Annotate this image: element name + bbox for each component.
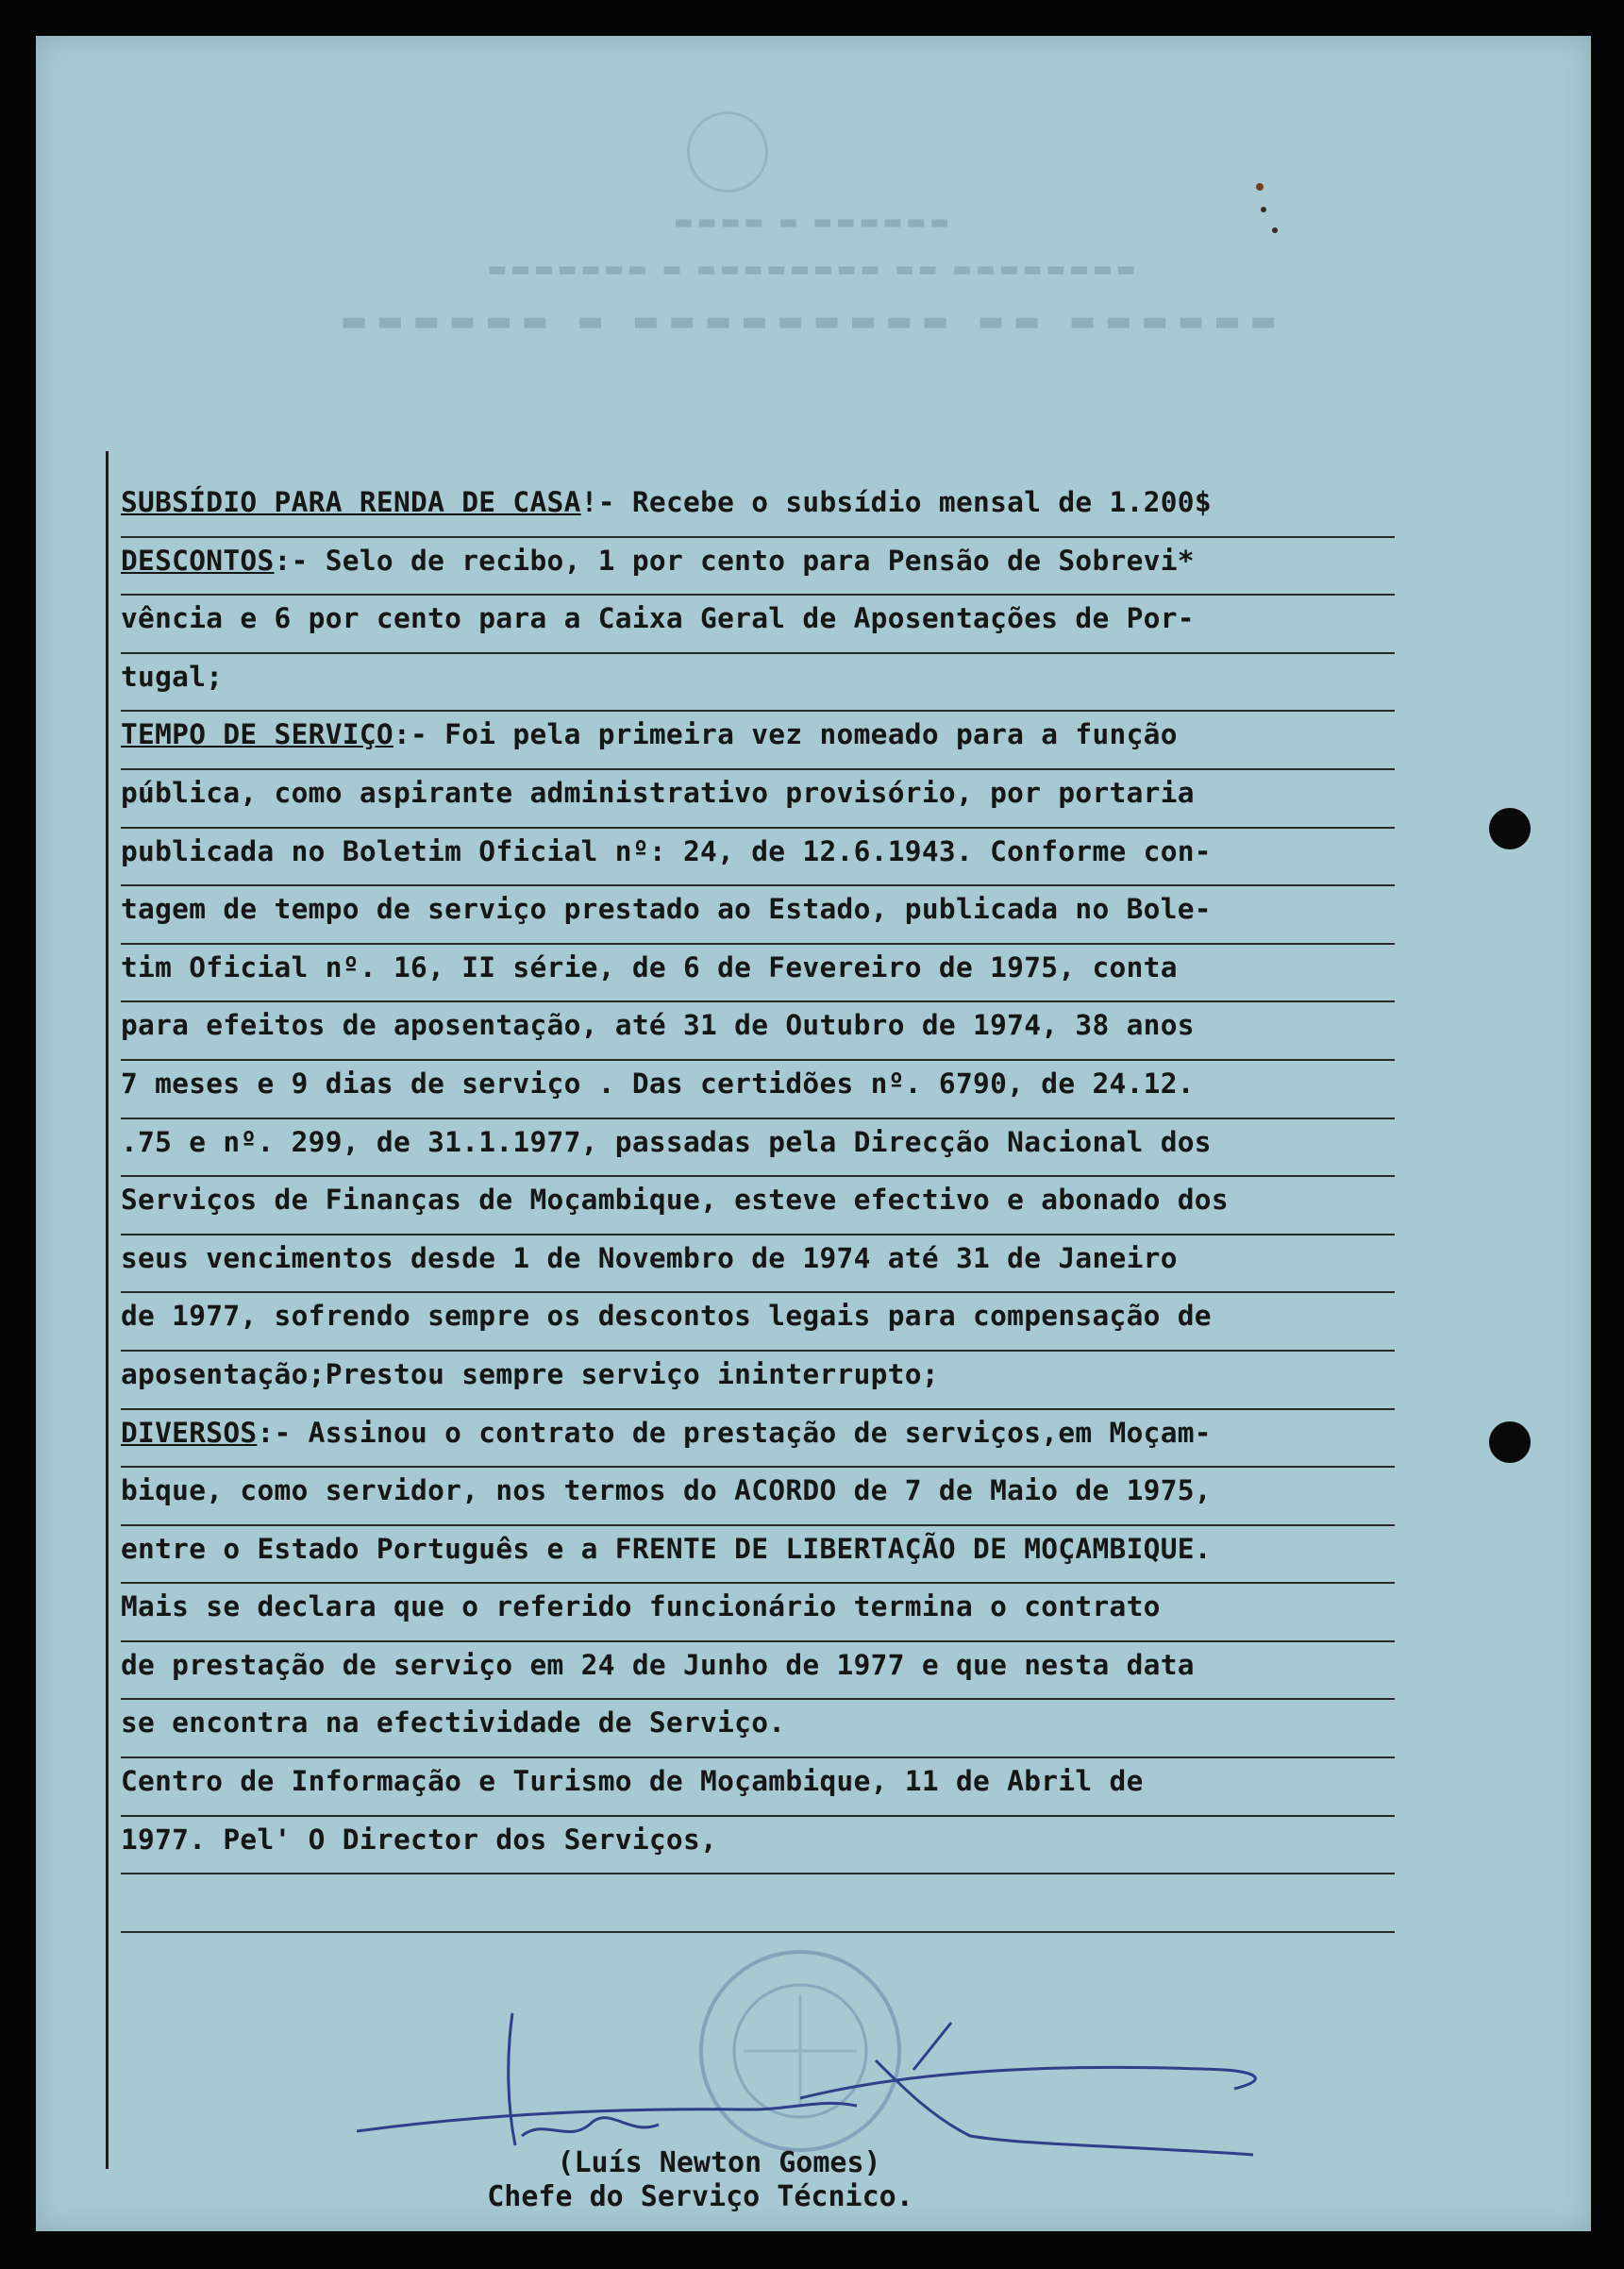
document-line: [121, 1758, 1395, 1817]
document-line: [121, 1642, 1395, 1701]
document-line: [121, 1119, 1395, 1178]
punch-hole: [1489, 808, 1531, 849]
document-line: [121, 1526, 1395, 1585]
document-line: [121, 538, 1395, 597]
section-heading: DIVERSOS: [121, 1416, 258, 1449]
line-text: :- Selo de recibo, 1 por cento para Pensão de Sobrevi*: [274, 544, 1195, 577]
signatory-title: Chefe do Serviço Técnico.: [487, 2180, 913, 2213]
line-text: pública, como aspirante administrativo provisório, por portaria: [121, 776, 1195, 809]
document-line: [121, 1177, 1395, 1235]
show-through-letterhead-line: ▬▬▬▬▬▬▬ ▬ ▬▬▬▬▬▬▬▬ ▬▬ ▬▬▬▬▬▬▬▬: [487, 258, 1140, 281]
document-line: [121, 1410, 1395, 1469]
margin-mark: [1248, 177, 1286, 244]
line-text: Centro de Informação e Turismo de Moçambique, 11 de Abril de: [121, 1765, 1144, 1798]
document-line: [121, 1235, 1395, 1294]
document-line: [121, 886, 1395, 945]
line-text: se encontra na efectividade de Serviço.: [121, 1706, 786, 1740]
line-text: :- Assinou o contrato de prestação de serviços,em Moçam-: [257, 1416, 1212, 1449]
show-through-seal: [687, 111, 768, 193]
document-line: [121, 1468, 1395, 1526]
signatory-name: (Luís Newton Gomes): [557, 2146, 881, 2179]
margin-rule: [106, 451, 109, 2169]
line-text: publicada no Boletim Oficial nº: 24, de 12.6.1943. Conforme con-: [121, 834, 1212, 867]
document-line: [121, 1874, 1395, 1933]
section-heading: TEMPO DE SERVIÇO: [121, 718, 393, 751]
punch-hole: [1489, 1421, 1531, 1463]
document-line: [121, 1584, 1395, 1642]
line-text: tugal;: [121, 660, 224, 693]
document-line: [121, 770, 1395, 829]
line-text: Mais se declara que o referido funcionário termina o contrato: [121, 1590, 1161, 1623]
line-text: .75 e nº. 299, de 31.1.1977, passadas pela Direcção Nacional dos: [121, 1125, 1212, 1158]
line-text: 7 meses e 9 dias de serviço . Das certidões nº. 6790, de 24.12.: [121, 1067, 1195, 1100]
document-line: [121, 1002, 1395, 1061]
section-heading: SUBSÍDIO PARA RENDA DE CASA: [121, 486, 581, 518]
signature-block: [36, 2146, 1591, 2214]
document-line: [121, 1061, 1395, 1119]
line-text: 1977. Pel' O Director dos Serviços,: [121, 1823, 718, 1856]
handwritten-signature: [347, 2004, 1310, 2164]
line-text: aposentação;Prestou sempre serviço ininterrupto;: [121, 1357, 939, 1390]
line-text: de 1977, sofrendo sempre os descontos legais para compensação de: [121, 1300, 1212, 1333]
line-text: :- Foi pela primeira vez nomeado para a função: [393, 718, 1178, 751]
section-heading: DESCONTOS: [121, 544, 275, 577]
document-line: [121, 1352, 1395, 1410]
line-text: Serviços de Finanças de Moçambique, esteve efectivo e abonado dos: [121, 1184, 1229, 1217]
line-text: para efeitos de aposentação, até 31 de Outubro de 1974, 38 anos: [121, 1009, 1195, 1042]
document-line: [121, 1700, 1395, 1758]
show-through-letterhead-line: ▬▬▬▬ ▬ ▬▬▬▬▬▬: [674, 210, 953, 234]
line-text: vência e 6 por cento para a Caixa Geral de Aposentações de Por-: [121, 602, 1195, 635]
line-text: seus vencimentos desde 1 de Novembro de 1974 até 31 de Janeiro: [121, 1241, 1178, 1274]
line-text: de prestação de serviço em 24 de Junho de 1977 e que nesta data: [121, 1648, 1195, 1681]
document-line: [121, 829, 1395, 887]
document-line: [121, 654, 1395, 713]
line-text: !- Recebe o subsídio mensal de 1.200$: [580, 486, 1212, 518]
line-text: entre o Estado Português e a FRENTE DE LIBERTAÇÃO DE MOÇAMBIQUE.: [121, 1532, 1212, 1565]
document-line: [121, 945, 1395, 1003]
document-line: [121, 1293, 1395, 1352]
document-line: [121, 479, 1395, 538]
line-text: tim Oficial nº. 16, II série, de 6 de Fevereiro de 1975, conta: [121, 950, 1178, 983]
document-line: [121, 712, 1395, 770]
document-line: [121, 1817, 1395, 1875]
document-line: [121, 596, 1395, 654]
line-text: bique, como servidor, nos termos do ACORDO de 7 de Maio de 1975,: [121, 1474, 1212, 1507]
line-text: tagem de tempo de serviço prestado ao Estado, publicada no Bole-: [121, 893, 1212, 926]
document-page: [36, 36, 1591, 2231]
document-body: [121, 479, 1395, 1933]
show-through-letterhead-line: ▬▬▬▬▬▬ ▬ ▬▬▬▬▬▬▬▬▬ ▬▬ ▬▬▬▬▬▬: [340, 305, 1287, 338]
